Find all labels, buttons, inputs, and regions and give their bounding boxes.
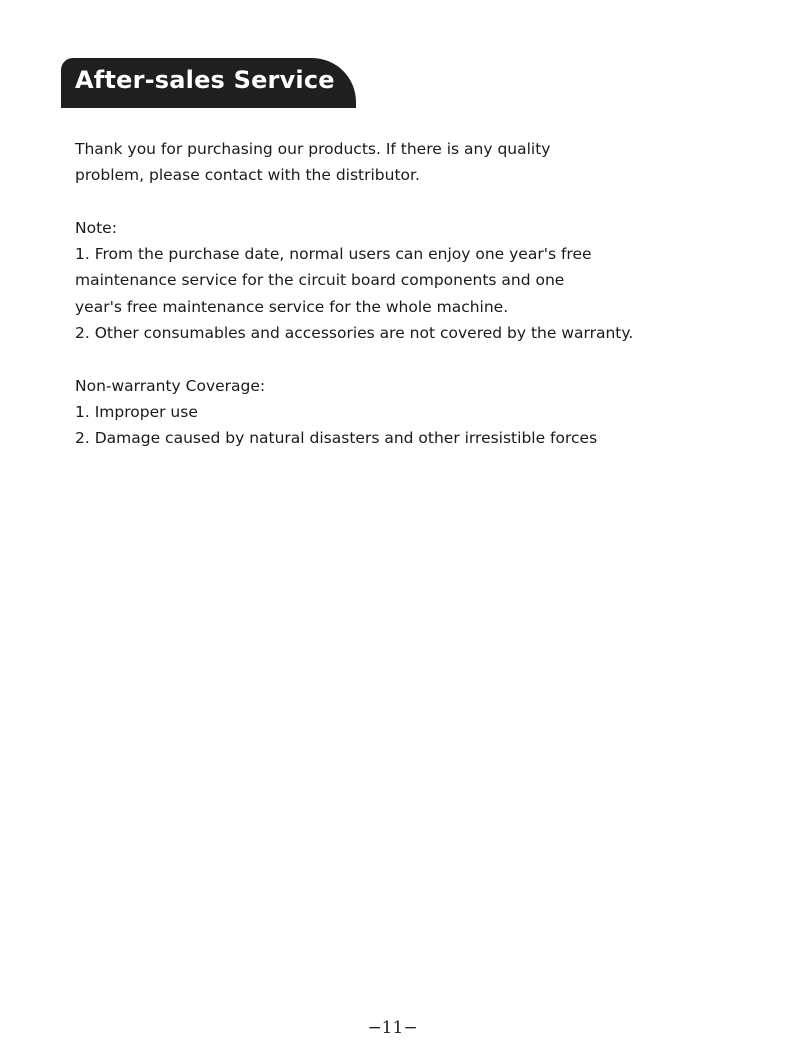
section-title: After-sales Service [75,66,335,94]
note-line: 2. Other consumables and accessories are not covered by the warranty. [75,324,634,343]
document-body [75,136,755,452]
non-warranty-item: 1. Improper use [75,402,198,421]
intro-line: problem, please contact with the distributor. [75,166,420,185]
paragraph-spacer [75,346,755,372]
non-warranty-title: Non-warranty Coverage: [75,376,266,395]
page-number: −11− [367,1018,418,1038]
note-line: 1. From the purchase date, normal users can enjoy one year's free [75,245,592,264]
note-title: Note: [75,218,117,237]
non-warranty-item: 2. Damage caused by natural disasters and other irresistible forces [75,429,598,448]
note-line: maintenance service for the circuit board components and one [75,271,565,290]
paragraph-spacer [75,189,755,215]
section-heading-tab [61,58,356,108]
intro-line: Thank you for purchasing our products. If there is any quality [75,140,551,158]
note-line: year's free maintenance service for the whole machine. [75,297,509,316]
